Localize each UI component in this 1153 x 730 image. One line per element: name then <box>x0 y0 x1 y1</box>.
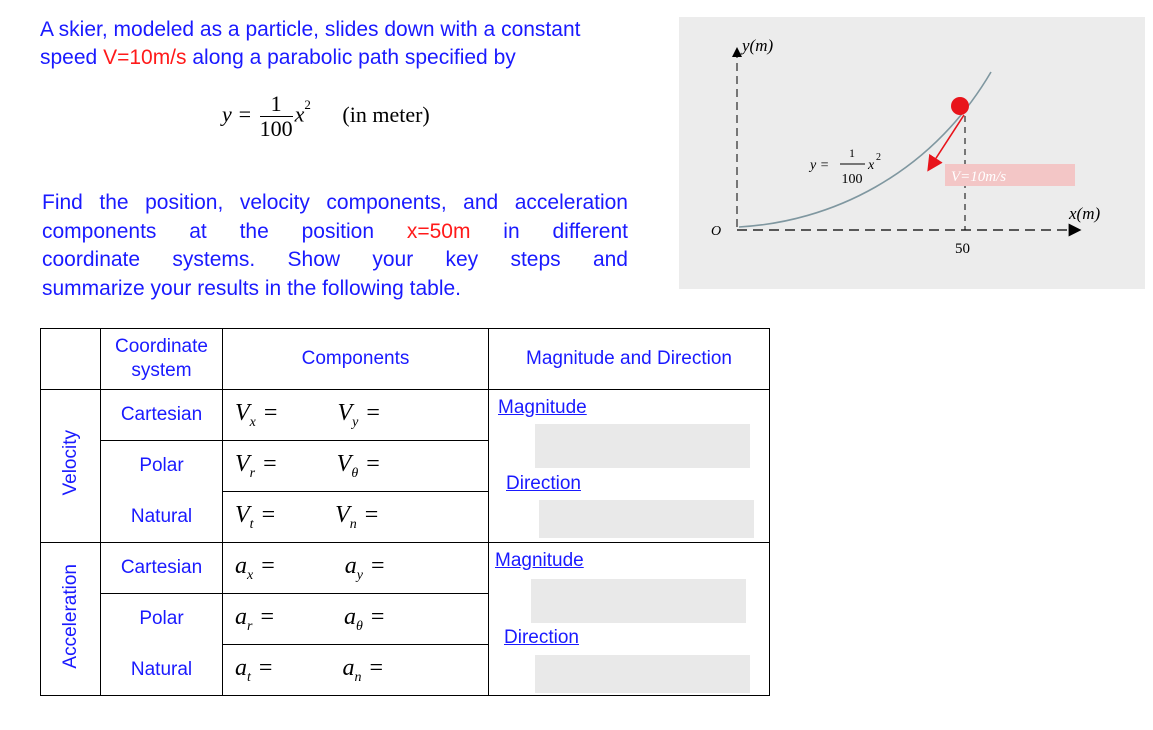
velocity-natural-components <box>223 492 489 543</box>
acceleration-polar-components <box>223 594 489 645</box>
equation-variable: x <box>294 101 305 127</box>
skier-diagram <box>679 17 1145 289</box>
velocity-magnitude-direction-cell <box>489 390 770 543</box>
ay-symbol: $a_y$ = <box>344 552 385 583</box>
header-empty-cell <box>41 329 101 390</box>
velocity-direction-input[interactable] <box>539 500 754 538</box>
velocity-polar-label: Polar <box>101 441 223 492</box>
curve-eq-den: 100 <box>841 172 863 187</box>
vr-symbol: $V_r$ = <box>235 450 277 481</box>
intro-speed-suffix: along a parabolic path specified by <box>186 46 516 69</box>
origin-label: O <box>711 224 722 239</box>
equation-numerator: 1 <box>260 92 293 117</box>
acceleration-cartesian-label: Cartesian <box>101 543 223 594</box>
intro-line-2 <box>40 44 680 72</box>
problem-intro <box>40 16 680 72</box>
intro-speed-value: V=10m/s <box>103 46 187 69</box>
header-magnitude-direction: Magnitude and Direction <box>489 329 770 390</box>
skier-figure <box>679 17 1145 289</box>
equation-exponent: 2 <box>304 97 311 113</box>
curve-eq-num: 1 <box>849 146 855 160</box>
velocity-natural-label: Natural <box>101 492 223 543</box>
velocity-cartesian-components <box>223 390 489 441</box>
vy-symbol: $V_y$ = <box>337 399 380 430</box>
skier-particle <box>951 97 969 115</box>
velocity-cartesian-label: Cartesian <box>101 390 223 441</box>
velocity-polar-components <box>223 441 489 492</box>
intro-line-1: A skier, modeled as a particle, slides down with a constant <box>40 18 581 41</box>
parabolic-path <box>739 72 991 227</box>
results-table <box>40 328 770 696</box>
vtheta-symbol: $V_\theta$ = <box>336 450 380 481</box>
x-tick-50: 50 <box>955 241 970 257</box>
y-axis-label: y(m) <box>742 36 774 55</box>
task-position-highlight: x=50m <box>406 220 471 243</box>
table-row <box>41 543 770 594</box>
vt-symbol: $V_t$ = <box>235 501 276 532</box>
vx-symbol: $V_x$ = <box>235 399 278 430</box>
acceleration-direction-label: Direction <box>504 627 579 648</box>
acceleration-magnitude-direction-cell <box>489 543 770 696</box>
ar-symbol: $a_r$ = <box>235 603 274 634</box>
header-components: Components <box>223 329 489 390</box>
equation-fraction <box>260 92 293 141</box>
acceleration-direction-input[interactable] <box>535 655 750 693</box>
equation-lhs: y = <box>222 101 253 127</box>
curve-eq-lhs: y = <box>810 158 830 173</box>
acceleration-natural-label: Natural <box>101 645 223 696</box>
table-row <box>41 390 770 441</box>
acceleration-magnitude-label: Magnitude <box>495 550 584 571</box>
velocity-arrow <box>929 115 964 169</box>
equation-unit: (in meter) <box>342 101 430 127</box>
table-header-row <box>41 329 770 390</box>
acceleration-polar-label: Polar <box>101 594 223 645</box>
acceleration-magnitude-input[interactable] <box>531 579 746 623</box>
velocity-label: V=10m/s <box>951 169 1007 185</box>
velocity-magnitude-input[interactable] <box>535 424 750 468</box>
task-line-4: summarize your results in the following table. <box>42 277 462 300</box>
acceleration-group-label: Acceleration <box>59 563 81 669</box>
an-symbol: $a_n$ = <box>342 654 383 685</box>
atheta-symbol: $a_\theta$ = <box>344 603 385 634</box>
acceleration-natural-components <box>223 645 489 696</box>
velocity-group-cell <box>41 390 101 543</box>
ax-symbol: $a_x$ = <box>235 552 275 583</box>
curve-eq-var: x <box>868 158 875 173</box>
equation-denominator: 100 <box>259 116 293 141</box>
task-line-2 <box>42 218 628 247</box>
task-line-3: coordinate systems. Show your key steps and <box>42 248 628 271</box>
velocity-direction-label: Direction <box>506 473 581 494</box>
velocity-magnitude-label: Magnitude <box>498 397 587 418</box>
header-coordinate-system: Coordinate system <box>101 329 223 390</box>
task-line-2a: components at the position <box>42 220 407 243</box>
intro-speed-prefix: speed <box>40 46 104 69</box>
velocity-group-label: Velocity <box>59 430 81 496</box>
path-equation <box>222 92 430 141</box>
curve-eq-exp: 2 <box>876 152 881 163</box>
task-line-1: Find the position, velocity components, and acceleration <box>42 191 628 214</box>
acceleration-cartesian-components <box>223 543 489 594</box>
vn-symbol: $V_n$ = <box>335 501 379 532</box>
x-axis-label: x(m) <box>1069 204 1101 223</box>
at-symbol: $a_t$ = <box>235 654 273 685</box>
task-line-2b: in different <box>470 220 628 243</box>
acceleration-group-cell <box>41 543 101 696</box>
